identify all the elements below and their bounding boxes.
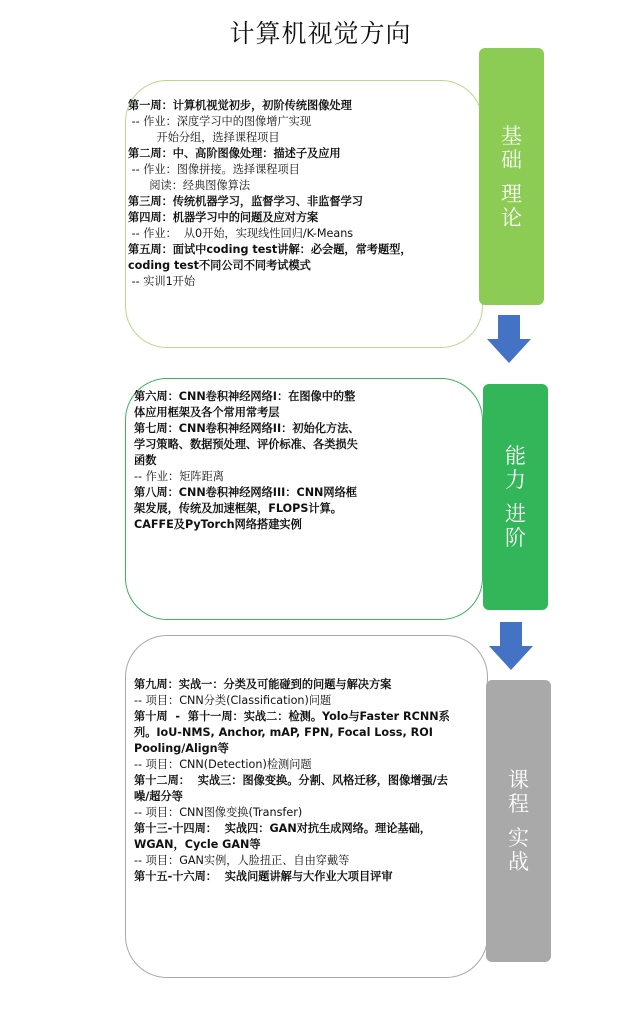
week-heading: 第一周：计算机视觉初步，初阶传统图像处理 — [128, 99, 352, 112]
week-heading: 第十五-十六周： 实战问题讲解与大作业大项目评审 — [134, 870, 393, 883]
week-heading: 第七周：CNN卷积神经网络II：初始化方法、学习策略、数据预处理、评价标准、各类损失函数 — [134, 422, 360, 467]
week-detail: -- 作业： 从0开始，实现线性回归/K-Means — [128, 227, 354, 240]
stage-label-char: 基 — [501, 123, 522, 148]
week-detail: -- 项目：CNN(Detection)检测问题 — [134, 758, 312, 771]
week-detail: 开始分组，选择课程项目 — [128, 131, 280, 144]
stage-label-char: 础 — [501, 147, 522, 172]
week-detail: -- 作业：矩阵距离 — [134, 470, 224, 483]
stage-1-label — [479, 48, 544, 305]
week-detail: -- 项目：GAN实例，人脸扭正、自由穿戴等 — [134, 854, 350, 867]
week-heading: 第八周：CNN卷积神经网络III：CNN网络框架发展，传统及加速框架，FLOPS计算。CAFFE及PyTorch网络搭建实例 — [134, 486, 357, 531]
stage-label-char: 能 — [505, 444, 526, 468]
stage-label-char: 进 — [505, 502, 526, 526]
stage-label-char: 阶 — [505, 526, 526, 550]
week-heading: 第十三-十四周： 实战四：GAN对抗生成网络。理论基础，WGAN，Cycle GAN等 — [134, 822, 431, 851]
week-detail: -- 作业：图像拼接。选择课程项目 — [128, 163, 300, 176]
stage-label-char: 实 — [508, 826, 529, 850]
week-detail: 阅读：经典图像算法 — [128, 179, 251, 192]
stage-label-char: 战 — [508, 850, 529, 874]
stage-2-label — [483, 384, 548, 610]
week-detail: -- 项目：CNN分类(Classification)问题 — [134, 694, 332, 707]
week-detail: -- 实训1开始 — [128, 275, 196, 288]
week-heading: 第十二周： 实战三：图像变换。分割、风格迁移，图像增强/去噪/超分等 — [134, 774, 448, 803]
week-heading: 第六周：CNN卷积神经网络I：在图像中的整体应用框架及各个常用常考层 — [134, 390, 356, 419]
week-heading: 第十周 - 第十一周：实战二：检测。Yolo与Faster RCNN系列。IoU-NMS, Anchor, mAP, FPN, Focal Loss, ROI Pooling/Align等 — [134, 710, 450, 755]
stage-label-char: 力 — [505, 468, 526, 492]
stage-label-char: 程 — [508, 792, 529, 816]
week-heading: 第二周：中、高阶图像处理：描述子及应用 — [128, 147, 341, 160]
week-heading: 第九周：实战一：分类及可能碰到的问题与解决方案 — [134, 678, 392, 691]
stage-1-content — [128, 98, 440, 290]
stage-label-char: 理 — [501, 181, 522, 206]
week-heading: 第五周：面试中coding test讲解：必会题，常考题型，coding test不同公司不同考试模式 — [128, 243, 412, 272]
stage-3-label — [486, 680, 551, 962]
stage-3-content — [134, 677, 460, 885]
page-title: 计算机视觉方向 — [229, 19, 412, 48]
stage-label-char: 课 — [508, 768, 529, 792]
week-detail: -- 项目：CNN图像变换(Transfer) — [134, 806, 303, 819]
stage-2-content — [134, 389, 364, 533]
down-arrow-icon — [489, 622, 533, 670]
stage-label-char: 论 — [501, 205, 522, 230]
down-arrow-icon — [487, 315, 531, 363]
week-detail: -- 作业：深度学习中的图像增广实现 — [128, 115, 312, 128]
week-heading: 第三周：传统机器学习，监督学习、非监督学习 — [128, 195, 363, 208]
week-heading: 第四周：机器学习中的问题及应对方案 — [128, 211, 319, 224]
